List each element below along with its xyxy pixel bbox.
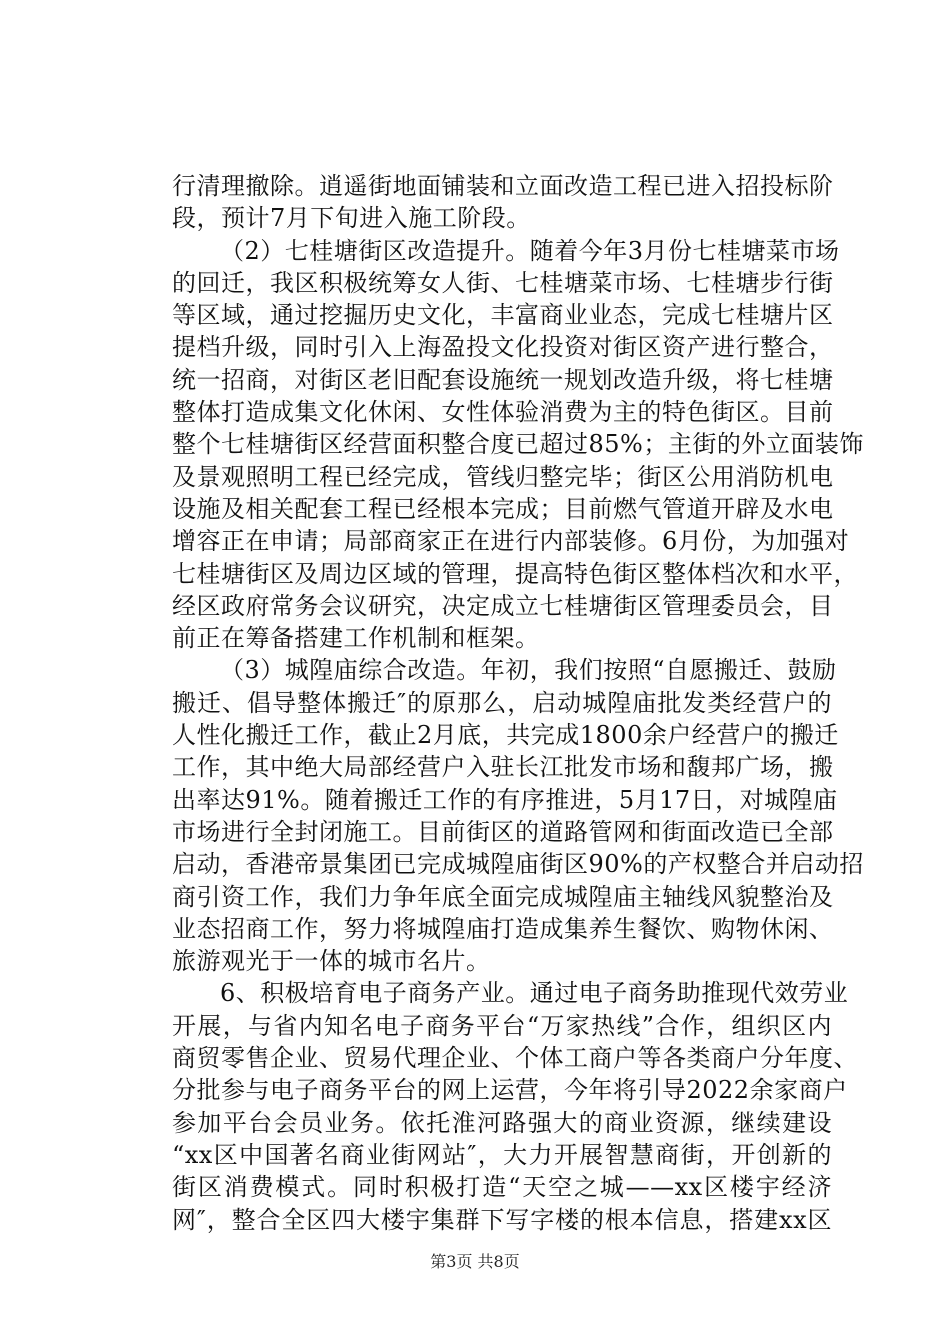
- text-line: 统一招商，对街区老旧配套设施统一规划改造升级，将七桂塘: [172, 365, 834, 394]
- text-line: 整体打造成集文化休闲、女性体验消费为主的特色街区。目前: [172, 398, 834, 427]
- text-line: 商引资工作，我们力争年底全面完成城隍庙主轴线风貌整治及: [172, 882, 834, 911]
- text-line: （3）城隍庙综合改造。年初，我们按照“自愿搬迁、鼓励: [220, 656, 837, 685]
- text-line: 设施及相关配套工程已经根本完成；目前燃气管道开辟及水电: [172, 494, 834, 523]
- text-line: 6、积极培育电子商务产业。通过电子商务助推现代效劳业: [220, 979, 849, 1008]
- text-line: 前正在筹备搭建工作机制和框架。: [172, 624, 540, 653]
- document-body: [172, 170, 864, 1236]
- text-line: 段，预计7月下旬进入施工阶段。: [172, 204, 531, 233]
- text-line: 网″，整合全区四大楼宇集群下写字楼的根本信息，搭建xx区: [172, 1205, 832, 1234]
- text-line: 出率达91%。随着搬迁工作的有序推进，5月17日，对城隍庙: [172, 785, 838, 814]
- text-line: 市场进行全封闭施工。目前街区的道路管网和街面改造已全部: [172, 817, 834, 846]
- text-line: 增容正在申请；局部商家正在进行内部装修。6月份，为加强对: [172, 527, 850, 556]
- text-line: 搬迁、倡导整体搬迁″的原那么，启动城隍庙批发类经营户的: [172, 688, 832, 717]
- text-line: 业态招商工作，努力将城隍庙打造成集养生餐饮、购物休闲、: [172, 914, 834, 943]
- text-line: 旅游观光于一体的城市名片。: [172, 947, 491, 976]
- text-line: 商贸零售企业、贸易代理企业、个体工商户等各类商户分年度、: [172, 1044, 858, 1073]
- text-line: 启动，香港帝景集团已完成城隍庙街区90%的产权整合并启动招: [172, 850, 864, 879]
- text-line: 等区域，通过挖掘历史文化，丰富商业业态，完成七桂塘片区: [172, 301, 834, 330]
- text-line: 工作，其中绝大局部经营户入驻长江批发市场和馥邦广场，搬: [172, 753, 834, 782]
- text-line: 行清理撤除。逍遥街地面铺装和立面改造工程已进入招投标阶: [172, 172, 834, 200]
- text-line: 人性化搬迁工作，截止2月底，共完成1800余户经营户的搬迁: [172, 721, 839, 750]
- text-line: 的回迁，我区积极统筹女人街、七桂塘菜市场、七桂塘步行街: [172, 268, 834, 297]
- text-line: 开展，与省内知名电子商务平台“万家热线”合作，组织区内: [172, 1011, 832, 1040]
- text-line: 整个七桂塘街区经营面积整合度已超过85%；主街的外立面装饰: [172, 430, 864, 459]
- text-line: 七桂塘街区及周边区域的管理，提高特色街区整体档次和水平，: [172, 559, 858, 588]
- text-line: 分批参与电子商务平台的网上运营，今年将引导2022余家商户: [172, 1076, 848, 1105]
- text-line: 参加平台会员业务。依托淮河路强大的商业资源，继续建设: [172, 1108, 832, 1137]
- text-line: “xx区中国著名商业街网站″，大力开展智慧商街，开创新的: [172, 1140, 832, 1169]
- text-line: （2）七桂塘街区改造提升。随着今年3月份七桂塘菜市场: [220, 236, 840, 265]
- text-line: 提档升级，同时引入上海盈投文化投资对街区资产进行整合，: [172, 333, 834, 362]
- text-line: 经区政府常务会议研究，决定成立七桂塘街区管理委员会，目: [172, 591, 834, 620]
- page-number: 第3页 共8页: [430, 1252, 520, 1271]
- text-line: 及景观照明工程已经完成，管线归整完毕；街区公用消防机电: [172, 462, 834, 491]
- text-line: 街区消费模式。同时积极打造“天空之城——xx区楼宇经济: [172, 1173, 832, 1202]
